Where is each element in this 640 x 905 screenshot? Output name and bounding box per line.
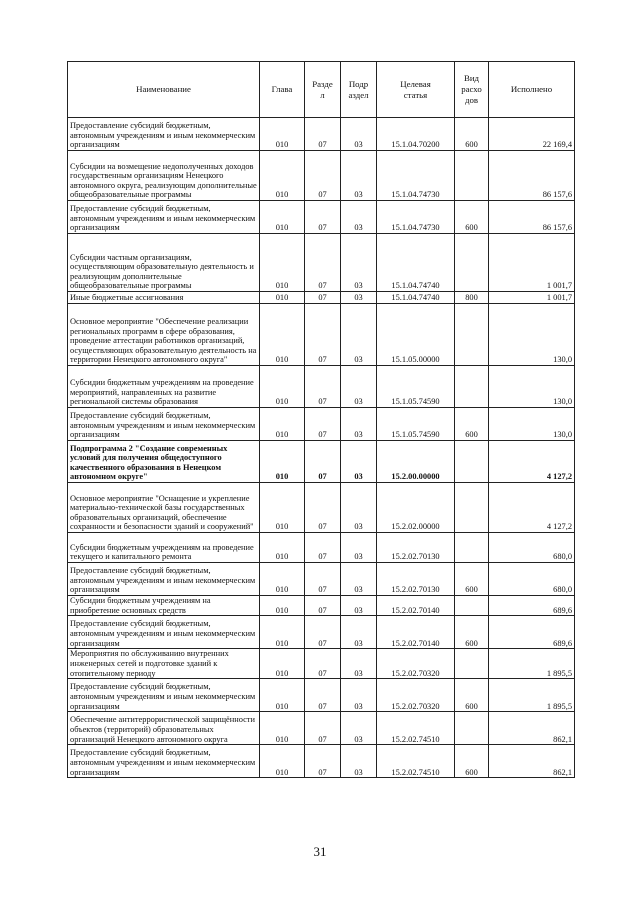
cell-expense-type: 800 xyxy=(455,292,489,304)
table-row xyxy=(68,366,575,408)
cell-executed: 1 895,5 xyxy=(489,649,575,679)
cell-expense-type xyxy=(455,649,489,679)
table-header-row xyxy=(68,62,575,118)
cell-subsection: 03 xyxy=(341,234,377,292)
cell-section: 07 xyxy=(305,679,341,712)
cell-chapter: 010 xyxy=(260,441,305,483)
table-row xyxy=(68,441,575,483)
cell-section: 07 xyxy=(305,596,341,616)
cell-executed: 1 895,5 xyxy=(489,679,575,712)
cell-executed: 86 157,6 xyxy=(489,151,575,201)
table-row xyxy=(68,234,575,292)
cell-name: Субсидии частным организациям, осуществляющим образовательную деятельность и реализующим дополнительные общеобразовательные программы xyxy=(68,234,260,292)
cell-chapter: 010 xyxy=(260,563,305,596)
cell-name: Подпрограмма 2 "Создание современных условий для получения общедоступного качественного образования в Ненецком автономном округе" xyxy=(68,441,260,483)
cell-executed: 689,6 xyxy=(489,596,575,616)
cell-expense-type: 600 xyxy=(455,745,489,778)
cell-target-article: 15.1.04.74730 xyxy=(377,201,455,234)
cell-expense-type: 600 xyxy=(455,679,489,712)
cell-target-article: 15.2.02.00000 xyxy=(377,483,455,533)
cell-name: Иные бюджетные ассигнования xyxy=(68,292,260,304)
cell-executed: 86 157,6 xyxy=(489,201,575,234)
cell-executed: 862,1 xyxy=(489,712,575,745)
cell-executed: 862,1 xyxy=(489,745,575,778)
cell-section: 07 xyxy=(305,304,341,366)
cell-subsection: 03 xyxy=(341,649,377,679)
cell-section: 07 xyxy=(305,533,341,563)
cell-target-article: 15.2.02.70130 xyxy=(377,533,455,563)
cell-name: Предоставление субсидий бюджетным, автономным учреждениям и иным некоммерческим организациям xyxy=(68,201,260,234)
table-row xyxy=(68,304,575,366)
cell-name: Предоставление субсидий бюджетным, автономным учреждениям и иным некоммерческим организациям xyxy=(68,745,260,778)
cell-executed: 22 169,4 xyxy=(489,118,575,151)
table-row xyxy=(68,533,575,563)
cell-name: Обеспечение антитеррористической защищённости объектов (территорий) образовательных организаций Ненецкого автономного округа xyxy=(68,712,260,745)
cell-subsection: 03 xyxy=(341,745,377,778)
cell-name: Субсидии бюджетным учреждениям на проведение текущего и капитального ремонта xyxy=(68,533,260,563)
header-executed: Исполнено xyxy=(489,62,575,118)
cell-chapter: 010 xyxy=(260,408,305,441)
cell-target-article: 15.2.02.70320 xyxy=(377,649,455,679)
cell-section: 07 xyxy=(305,292,341,304)
header-section: Разде л xyxy=(305,62,341,118)
header-subsection: Подр аздел xyxy=(341,62,377,118)
cell-section: 07 xyxy=(305,563,341,596)
cell-chapter: 010 xyxy=(260,616,305,649)
cell-chapter: 010 xyxy=(260,366,305,408)
cell-name: Предоставление субсидий бюджетным, автономным учреждениям и иным некоммерческим организациям xyxy=(68,679,260,712)
header-target-article: Целевая статья xyxy=(377,62,455,118)
cell-expense-type xyxy=(455,712,489,745)
cell-executed: 680,0 xyxy=(489,563,575,596)
table-row xyxy=(68,712,575,745)
cell-chapter: 010 xyxy=(260,234,305,292)
cell-expense-type xyxy=(455,304,489,366)
cell-chapter: 010 xyxy=(260,201,305,234)
cell-section: 07 xyxy=(305,745,341,778)
cell-chapter: 010 xyxy=(260,483,305,533)
cell-chapter: 010 xyxy=(260,596,305,616)
cell-chapter: 010 xyxy=(260,118,305,151)
cell-section: 07 xyxy=(305,483,341,533)
cell-executed: 680,0 xyxy=(489,533,575,563)
cell-target-article: 15.1.05.74590 xyxy=(377,408,455,441)
header-chapter: Глава xyxy=(260,62,305,118)
cell-name: Предоставление субсидий бюджетным, автономным учреждениям и иным некоммерческим организациям xyxy=(68,563,260,596)
header-expense-type: Вид расхо дов xyxy=(455,62,489,118)
cell-chapter: 010 xyxy=(260,745,305,778)
table-row xyxy=(68,649,575,679)
cell-expense-type xyxy=(455,151,489,201)
table-row xyxy=(68,563,575,596)
cell-subsection: 03 xyxy=(341,304,377,366)
cell-name: Субсидии бюджетным учреждениям на приобретение основных средств xyxy=(68,596,260,616)
cell-target-article: 15.2.02.70140 xyxy=(377,616,455,649)
budget-table xyxy=(67,61,575,778)
table-row xyxy=(68,201,575,234)
cell-section: 07 xyxy=(305,118,341,151)
cell-name: Субсидии на возмещение недополученных доходов государственным организациям Ненецкого автономного округа, реализующим дополнительные общеобразовательные программы xyxy=(68,151,260,201)
cell-chapter: 010 xyxy=(260,649,305,679)
cell-name: Субсидии бюджетным учреждениям на проведение мероприятий, направленных на развитие региональной системы образования xyxy=(68,366,260,408)
cell-name: Основное мероприятие "Оснащение и укрепление материально-технической базы государственных образовательных организаций, обеспечение сохранности и безопасности зданий и сооружений" xyxy=(68,483,260,533)
cell-subsection: 03 xyxy=(341,118,377,151)
cell-expense-type: 600 xyxy=(455,616,489,649)
cell-executed: 130,0 xyxy=(489,366,575,408)
cell-expense-type xyxy=(455,234,489,292)
cell-name: Предоставление субсидий бюджетным, автономным учреждениям и иным некоммерческим организациям xyxy=(68,118,260,151)
cell-executed: 130,0 xyxy=(489,304,575,366)
table-row xyxy=(68,745,575,778)
cell-target-article: 15.2.02.74510 xyxy=(377,745,455,778)
cell-section: 07 xyxy=(305,234,341,292)
cell-executed: 4 127,2 xyxy=(489,441,575,483)
cell-expense-type xyxy=(455,366,489,408)
cell-subsection: 03 xyxy=(341,712,377,745)
cell-chapter: 010 xyxy=(260,533,305,563)
cell-target-article: 15.2.02.70140 xyxy=(377,596,455,616)
cell-expense-type xyxy=(455,483,489,533)
cell-subsection: 03 xyxy=(341,441,377,483)
cell-section: 07 xyxy=(305,441,341,483)
cell-section: 07 xyxy=(305,366,341,408)
cell-target-article: 15.2.02.70320 xyxy=(377,679,455,712)
table-row xyxy=(68,118,575,151)
cell-chapter: 010 xyxy=(260,292,305,304)
cell-expense-type xyxy=(455,533,489,563)
cell-subsection: 03 xyxy=(341,292,377,304)
cell-name: Предоставление субсидий бюджетным, автономным учреждениям и иным некоммерческим организациям xyxy=(68,408,260,441)
cell-target-article: 15.2.02.74510 xyxy=(377,712,455,745)
table-row xyxy=(68,596,575,616)
cell-subsection: 03 xyxy=(341,533,377,563)
cell-section: 07 xyxy=(305,201,341,234)
cell-section: 07 xyxy=(305,712,341,745)
cell-chapter: 010 xyxy=(260,679,305,712)
cell-section: 07 xyxy=(305,408,341,441)
cell-chapter: 010 xyxy=(260,304,305,366)
cell-executed: 1 001,7 xyxy=(489,234,575,292)
table-row xyxy=(68,616,575,649)
cell-chapter: 010 xyxy=(260,712,305,745)
cell-subsection: 03 xyxy=(341,366,377,408)
cell-name: Предоставление субсидий бюджетным, автономным учреждениям и иным некоммерческим организациям xyxy=(68,616,260,649)
cell-subsection: 03 xyxy=(341,201,377,234)
cell-target-article: 15.1.04.74740 xyxy=(377,234,455,292)
cell-target-article: 15.1.05.00000 xyxy=(377,304,455,366)
table-row xyxy=(68,151,575,201)
cell-subsection: 03 xyxy=(341,151,377,201)
cell-expense-type: 600 xyxy=(455,201,489,234)
cell-target-article: 15.1.04.74730 xyxy=(377,151,455,201)
cell-section: 07 xyxy=(305,151,341,201)
header-name: Наименование xyxy=(68,62,260,118)
table-row xyxy=(68,292,575,304)
cell-subsection: 03 xyxy=(341,408,377,441)
table-body xyxy=(68,118,575,778)
cell-target-article: 15.2.02.70130 xyxy=(377,563,455,596)
cell-section: 07 xyxy=(305,649,341,679)
cell-expense-type: 600 xyxy=(455,408,489,441)
cell-subsection: 03 xyxy=(341,596,377,616)
cell-expense-type: 600 xyxy=(455,118,489,151)
cell-subsection: 03 xyxy=(341,563,377,596)
cell-expense-type xyxy=(455,596,489,616)
page-number: 31 xyxy=(313,844,327,859)
cell-executed: 1 001,7 xyxy=(489,292,575,304)
cell-expense-type: 600 xyxy=(455,563,489,596)
cell-executed: 4 127,2 xyxy=(489,483,575,533)
cell-section: 07 xyxy=(305,616,341,649)
cell-expense-type xyxy=(455,441,489,483)
cell-name: Мероприятия по обслуживанию внутренних инженерных сетей и подготовке зданий к отопительному периоду xyxy=(68,649,260,679)
cell-subsection: 03 xyxy=(341,616,377,649)
cell-name: Основное мероприятие "Обеспечение реализации региональных программ в сфере образования, проведение аттестации работников организаций, осуществляющих образовательную деятельность на территории Ненецкого автономного округа" xyxy=(68,304,260,366)
cell-target-article: 15.1.04.74740 xyxy=(377,292,455,304)
cell-executed: 130,0 xyxy=(489,408,575,441)
cell-executed: 689,6 xyxy=(489,616,575,649)
cell-target-article: 15.1.05.74590 xyxy=(377,366,455,408)
cell-target-article: 15.2.00.00000 xyxy=(377,441,455,483)
cell-chapter: 010 xyxy=(260,151,305,201)
table-row xyxy=(68,408,575,441)
table-row xyxy=(68,483,575,533)
table-row xyxy=(68,679,575,712)
cell-subsection: 03 xyxy=(341,483,377,533)
cell-target-article: 15.1.04.70200 xyxy=(377,118,455,151)
cell-subsection: 03 xyxy=(341,679,377,712)
